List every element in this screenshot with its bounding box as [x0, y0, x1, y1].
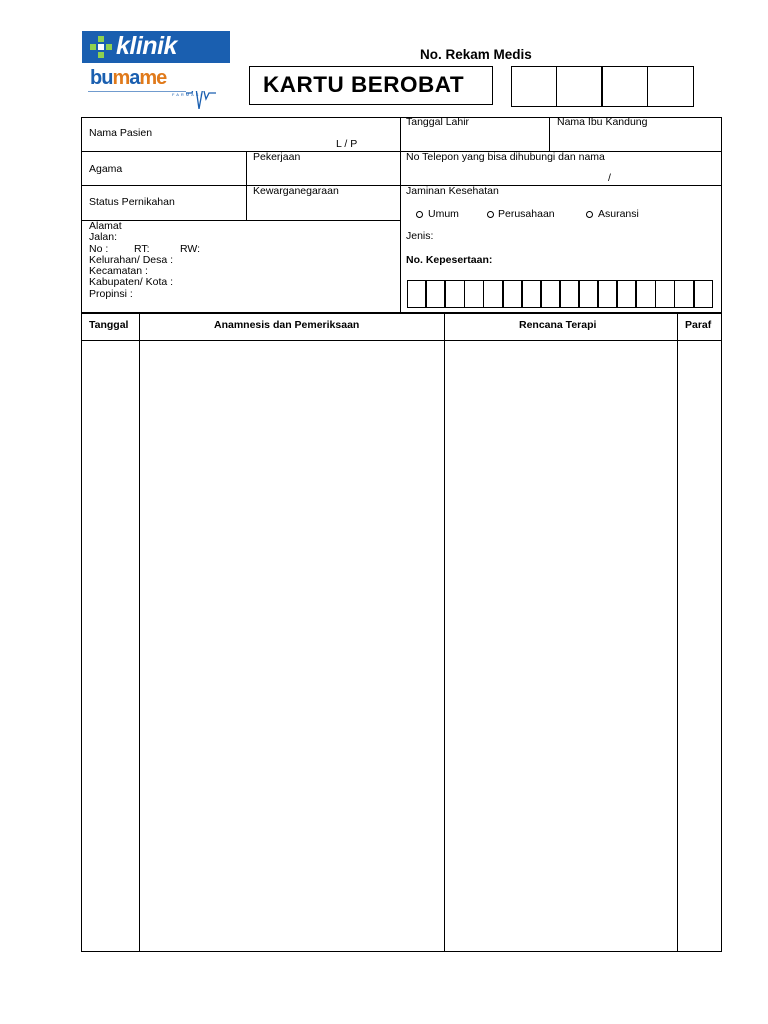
membership-digit-box[interactable] [464, 280, 483, 308]
village-field[interactable]: Kelurahan/ Desa : [89, 254, 174, 266]
anamnesis-column-area[interactable] [140, 341, 444, 951]
membership-digit-box[interactable] [598, 280, 617, 308]
membership-digit-box[interactable] [560, 280, 579, 308]
membership-digit-box[interactable] [617, 280, 636, 308]
pulse-line-icon [88, 91, 230, 109]
citizenship-field[interactable]: Kewarganegaraan [253, 185, 339, 197]
religion-field[interactable]: Agama [89, 163, 123, 175]
clinic-logo-banner [82, 31, 230, 63]
brand-logo-text: bumame [90, 67, 167, 89]
record-number-box-4[interactable] [647, 66, 694, 107]
phone-separator: / [608, 172, 611, 184]
clinic-logo-word: klinik [116, 32, 177, 60]
radio-perusahaan[interactable] [487, 211, 494, 218]
membership-digit-box[interactable] [674, 280, 693, 308]
record-number-box-2[interactable] [556, 66, 602, 107]
membership-digit-box[interactable] [522, 280, 541, 308]
brand-logo-subtitle: FARMASI [172, 92, 204, 97]
province-field[interactable]: Propinsi : [89, 288, 133, 300]
brand-logo [82, 63, 230, 109]
marital-status-field[interactable]: Status Pernikahan [89, 196, 175, 208]
divider [549, 117, 550, 152]
record-number-box-1[interactable] [511, 66, 557, 107]
membership-digit-box[interactable] [426, 280, 445, 308]
option-asuransi-label: Asuransi [598, 208, 639, 220]
rw-field[interactable]: RW: [180, 243, 201, 255]
occupation-field[interactable]: Pekerjaan [253, 151, 301, 163]
rt-field[interactable]: RT: [134, 243, 150, 255]
membership-digit-box[interactable] [636, 280, 655, 308]
district-field[interactable]: Kecamatan : [89, 265, 148, 277]
column-header-paraf: Paraf [685, 319, 712, 331]
membership-digit-box[interactable] [503, 280, 522, 308]
phone-field[interactable]: No Telepon yang bisa dihubungi dan nama [406, 151, 605, 163]
membership-digit-box[interactable] [579, 280, 598, 308]
mother-name-field[interactable]: Nama Ibu Kandung [557, 116, 648, 128]
divider [81, 151, 722, 152]
record-number-box-3[interactable] [602, 66, 648, 107]
membership-digit-box[interactable] [445, 280, 464, 308]
city-field[interactable]: Kabupaten/ Kota : [89, 276, 174, 288]
divider [400, 117, 401, 313]
street-field[interactable]: Jalan: [89, 231, 118, 243]
membership-number-label: No. Kepesertaan: [406, 254, 493, 266]
paraf-column-area[interactable] [678, 341, 721, 951]
radio-umum[interactable] [416, 211, 423, 218]
option-umum-label: Umum [428, 208, 459, 220]
health-insurance-label: Jaminan Kesehatan [406, 185, 499, 197]
divider [81, 185, 722, 186]
membership-digit-box[interactable] [483, 280, 502, 308]
membership-digit-box[interactable] [694, 280, 713, 308]
insurance-type-field[interactable]: Jenis: [406, 230, 434, 242]
house-number-field[interactable]: No : [89, 243, 109, 255]
tanggal-column-area[interactable] [82, 341, 139, 951]
page-title: KARTU BEROBAT [263, 72, 465, 97]
medical-record-number-label: No. Rekam Medis [420, 47, 532, 62]
column-header-tanggal: Tanggal [89, 319, 129, 331]
medical-cross-icon [90, 36, 112, 58]
option-perusahaan-label: Perusahaan [498, 208, 555, 220]
birth-date-field[interactable]: Tanggal Lahir [406, 116, 470, 128]
patient-name-field[interactable]: Nama Pasien [89, 127, 153, 139]
address-label: Alamat [89, 220, 122, 232]
column-header-anamnesis: Anamnesis dan Pemeriksaan [214, 319, 360, 331]
terapi-column-area[interactable] [445, 341, 677, 951]
membership-digit-box[interactable] [655, 280, 674, 308]
column-header-terapi: Rencana Terapi [519, 319, 597, 331]
divider [81, 220, 401, 221]
membership-digit-box[interactable] [541, 280, 560, 308]
divider [246, 151, 247, 221]
membership-digit-box[interactable] [407, 280, 426, 308]
radio-asuransi[interactable] [586, 211, 593, 218]
gender-field[interactable]: L / P [336, 138, 358, 150]
